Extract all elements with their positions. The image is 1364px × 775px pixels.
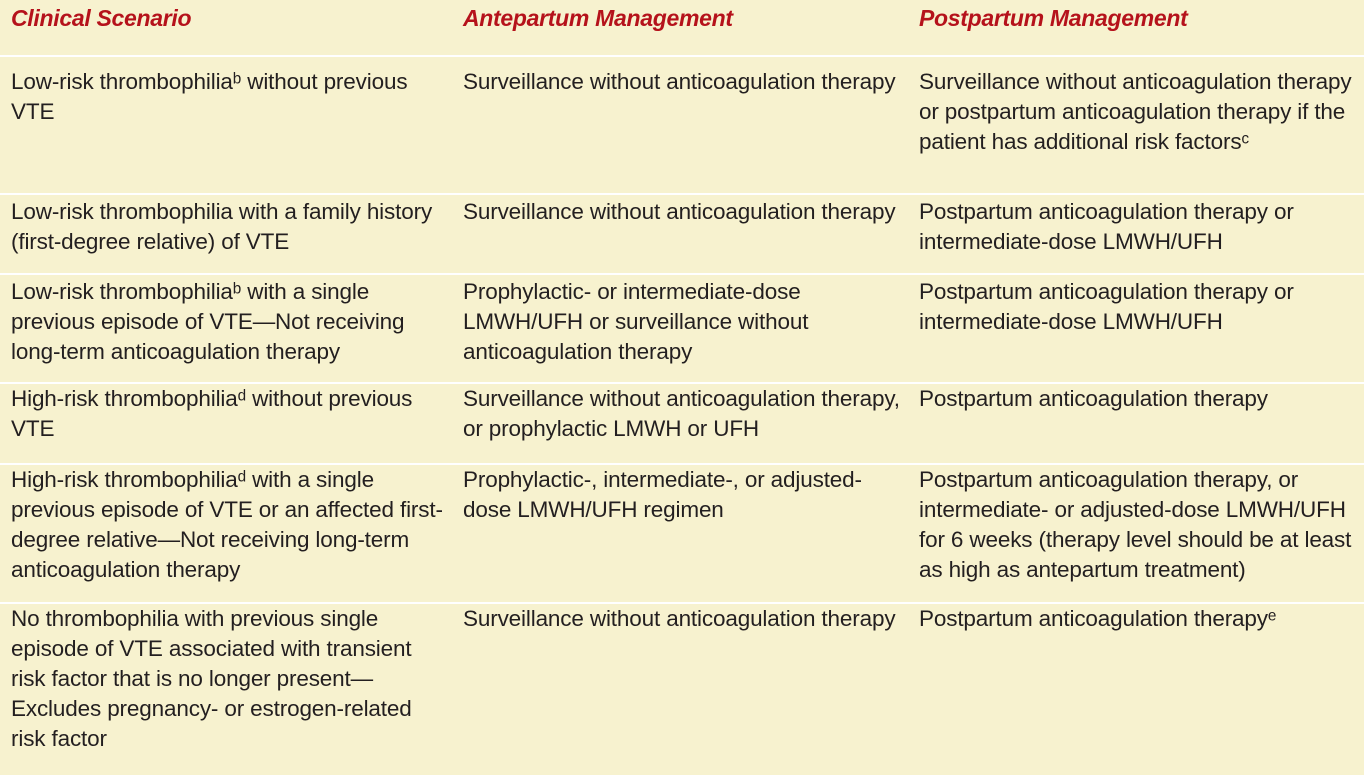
header-clinical-scenario: Clinical Scenario [11, 5, 192, 31]
table-row [0, 274, 1364, 383]
table-row [0, 383, 1364, 464]
postpartum-cell: Postpartum anticoagulation therapy [919, 386, 1268, 411]
table-row [0, 603, 1364, 754]
antepartum-cell: Surveillance without anticoagulation therapy [463, 199, 896, 224]
scenario-cell: Low-risk thrombophiliaᵇ with a single previous episode of VTE—Not receiving long-term anticoagulation therapy [11, 279, 405, 364]
antepartum-cell: Surveillance without anticoagulation therapy, or prophylactic LMWH or UFH [463, 386, 900, 441]
postpartum-cell: Postpartum anticoagulation therapy or intermediate-dose LMWH/UFH [919, 199, 1294, 254]
table-row [0, 194, 1364, 274]
antepartum-cell: Prophylactic- or intermediate-dose LMWH/UFH or surveillance without anticoagulation therapy [463, 279, 809, 364]
antepartum-cell: Surveillance without anticoagulation therapy [463, 606, 896, 631]
scenario-cell: No thrombophilia with previous single episode of VTE associated with transient risk factor that is no longer present—Excludes pregnancy- or estrogen-related risk factor [11, 606, 412, 751]
header-postpartum-management: Postpartum Management [919, 5, 1188, 31]
header-antepartum-management: Antepartum Management [463, 5, 733, 31]
scenario-cell: High-risk thrombophiliaᵈ with a single previous episode of VTE or an affected first-degree relative—Not receiving long-term anticoagulation therapy [11, 467, 443, 582]
table-row [0, 56, 1364, 194]
postpartum-cell: Postpartum anticoagulation therapy, or intermediate- or adjusted-dose LMWH/UFH for 6 weeks (therapy level should be at least as high as antepartum treatment) [919, 467, 1352, 582]
table-header-row [0, 0, 1364, 56]
scenario-cell: High-risk thrombophiliaᵈ without previous VTE [11, 386, 413, 441]
table-row [0, 464, 1364, 603]
antepartum-cell: Prophylactic-, intermediate-, or adjusted-dose LMWH/UFH regimen [463, 467, 862, 522]
postpartum-cell: Surveillance without anticoagulation therapy or postpartum anticoagulation therapy if the patient has additional risk factorsᶜ [919, 69, 1352, 154]
postpartum-cell: Postpartum anticoagulation therapyᵉ [919, 606, 1277, 631]
scenario-cell: Low-risk thrombophilia with a family history (first-degree relative) of VTE [11, 199, 433, 254]
antepartum-cell: Surveillance without anticoagulation therapy [463, 69, 896, 94]
scenario-cell: Low-risk thrombophiliaᵇ without previous VTE [11, 69, 408, 124]
postpartum-cell: Postpartum anticoagulation therapy or intermediate-dose LMWH/UFH [919, 279, 1294, 334]
